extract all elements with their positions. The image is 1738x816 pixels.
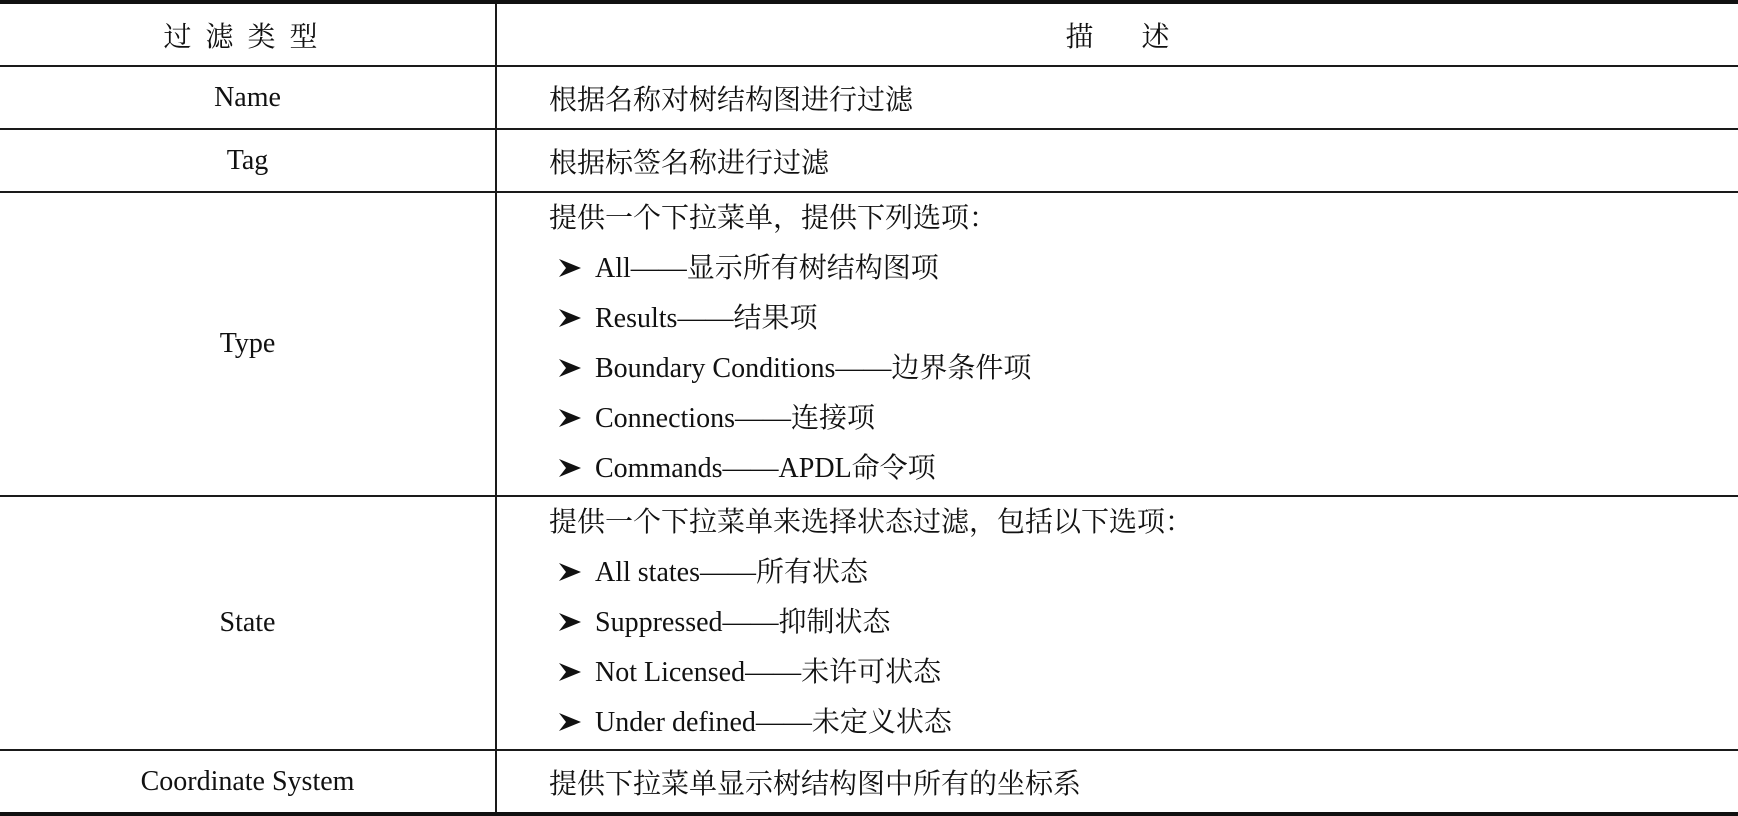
list-item (549, 444, 1738, 494)
arrowhead-bullet-icon (557, 711, 583, 733)
state-options-list (549, 548, 1738, 748)
option-label: Boundary Conditions——边界条件项 (595, 353, 1032, 384)
list-item (549, 344, 1738, 394)
filter-type-state: State (0, 496, 496, 750)
filter-desc-state (496, 496, 1738, 750)
arrowhead-bullet-icon (557, 661, 583, 683)
filter-type-type: Type (0, 192, 496, 496)
arrowhead-bullet-icon (557, 307, 583, 329)
table-row-type (0, 192, 1738, 496)
table-header-row (0, 2, 1738, 66)
table-row-tag (0, 129, 1738, 192)
option-label: All states——所有状态 (595, 557, 868, 588)
list-item (549, 698, 1738, 748)
list-item (549, 548, 1738, 598)
arrowhead-bullet-icon (557, 257, 583, 279)
type-options-intro: 提供一个下拉菜单，提供下列选项： (549, 203, 998, 234)
list-item (549, 648, 1738, 698)
filter-desc-type (496, 192, 1738, 496)
option-label: Connections——连接项 (595, 403, 875, 434)
list-item (549, 394, 1738, 444)
table-row-coordinate-system (0, 750, 1738, 814)
option-label: Suppressed——抑制状态 (595, 607, 891, 638)
filter-type-name: Name (0, 66, 496, 129)
arrowhead-bullet-icon (557, 561, 583, 583)
filter-type-tag: Tag (0, 129, 496, 192)
header-description: 描述 (1065, 21, 1218, 53)
option-label: All——显示所有树结构图项 (595, 253, 939, 284)
filter-desc-tag: 根据标签名称进行过滤 (549, 147, 830, 179)
option-label: Not Licensed——未许可状态 (595, 657, 942, 688)
header-filter-type: 过滤类型 (0, 2, 496, 66)
arrowhead-bullet-icon (557, 611, 583, 633)
option-label: Under defined——未定义状态 (595, 707, 952, 738)
type-options-list (549, 244, 1738, 494)
option-label: Results——结果项 (595, 303, 818, 334)
table-row-state (0, 496, 1738, 750)
state-options-intro: 提供一个下拉菜单来选择状态过滤，包括以下选项： (549, 507, 1194, 538)
filter-desc-name: 根据名称对树结构图进行过滤 (549, 84, 914, 116)
filter-type-coordinate-system: Coordinate System (0, 750, 496, 814)
list-item (549, 244, 1738, 294)
table-row-name (0, 66, 1738, 129)
list-item (549, 598, 1738, 648)
list-item (549, 294, 1738, 344)
arrowhead-bullet-icon (557, 457, 583, 479)
arrowhead-bullet-icon (557, 407, 583, 429)
option-label: Commands——APDL命令项 (595, 453, 936, 484)
filter-desc-coordinate-system: 提供下拉菜单显示树结构图中所有的坐标系 (549, 768, 1082, 800)
arrowhead-bullet-icon (557, 357, 583, 379)
